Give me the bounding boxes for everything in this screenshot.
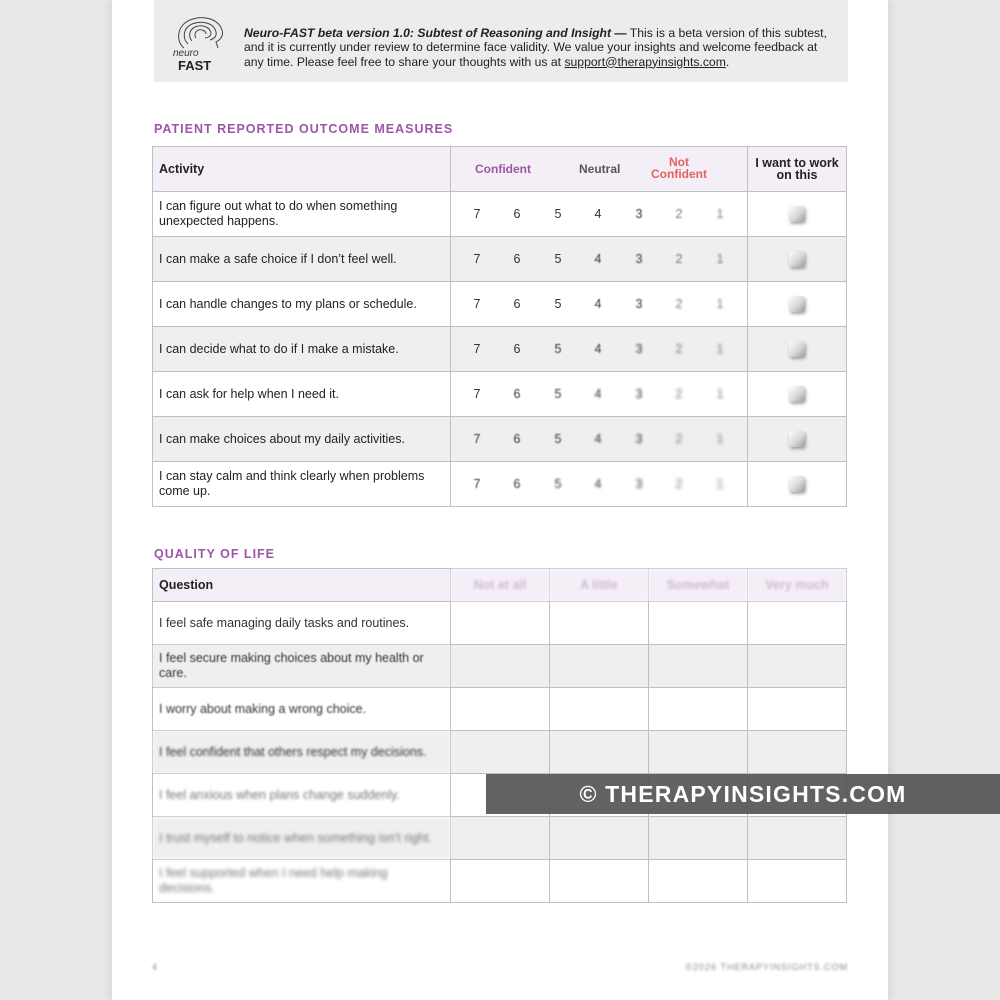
rating-option[interactable]: 2 (675, 432, 683, 446)
rating-scale-header (451, 147, 748, 192)
qol-answer-cell[interactable] (550, 645, 649, 688)
page-number: 4 (152, 962, 158, 972)
activity-statement: I can figure out what to do when something unexpected happens. (153, 192, 451, 237)
rating-option[interactable]: 1 (716, 432, 724, 446)
prom-section-title: PATIENT REPORTED OUTCOME MEASURES (154, 122, 454, 136)
qol-question: I feel safe managing daily tasks and routines. (153, 602, 451, 645)
rating-option[interactable]: 5 (554, 252, 562, 266)
want-to-work-checkbox[interactable] (789, 296, 805, 312)
rating-option[interactable]: 2 (675, 477, 683, 491)
qol-section-title: QUALITY OF LIFE (154, 547, 276, 561)
rating-option[interactable]: 6 (513, 342, 521, 356)
qol-question: I trust myself to notice when something isn’t right. (153, 817, 451, 860)
beta-notice-lead: Neuro-FAST beta version 1.0: Subtest of Reasoning and Insight — (244, 26, 627, 40)
rating-option[interactable]: 5 (554, 207, 562, 221)
qol-answer-cell[interactable] (649, 731, 748, 774)
qol-answer-cell[interactable] (748, 860, 847, 903)
footer-copyright: ©2026 THERAPYINSIGHTS.COM (685, 962, 848, 972)
confident-header: Confident (475, 162, 531, 176)
rating-option[interactable]: 5 (554, 297, 562, 311)
rating-scale (451, 282, 748, 327)
want-to-work-header: I want to work on this (748, 147, 847, 192)
qol-row (153, 688, 847, 731)
document-page (112, 0, 888, 1000)
rating-option[interactable]: 6 (513, 297, 521, 311)
activity-statement: I can make a safe choice if I don’t feel well. (153, 237, 451, 282)
rating-option[interactable]: 1 (716, 342, 724, 356)
not-at-all-header: Not at all (451, 569, 550, 602)
want-to-work-checkbox[interactable] (789, 341, 805, 357)
rating-option[interactable]: 4 (594, 477, 602, 491)
want-to-work-cell (748, 192, 847, 237)
rating-option[interactable]: 6 (513, 387, 521, 401)
want-to-work-cell (748, 417, 847, 462)
rating-option[interactable]: 1 (716, 207, 724, 221)
qol-table (152, 568, 847, 903)
watermark-banner: © THERAPYINSIGHTS.COM (486, 774, 1000, 814)
prom-row (153, 462, 847, 507)
very-much-header: Very much (748, 569, 847, 602)
qol-header-row (153, 569, 847, 602)
qol-answer-cell[interactable] (451, 817, 550, 860)
rating-option[interactable]: 4 (594, 387, 602, 401)
rating-scale (451, 192, 748, 237)
rating-option[interactable]: 3 (635, 207, 643, 221)
rating-option[interactable]: 3 (635, 387, 643, 401)
qol-question: I feel secure making choices about my health or care. (153, 645, 451, 688)
qol-row (153, 731, 847, 774)
want-to-work-checkbox[interactable] (789, 386, 805, 402)
neutral-header: Neutral (579, 162, 621, 176)
rating-option[interactable]: 4 (594, 342, 602, 356)
qol-answer-cell[interactable] (451, 645, 550, 688)
qol-question: I feel anxious when plans change suddenly. (153, 774, 451, 817)
want-to-work-cell (748, 372, 847, 417)
rating-option[interactable]: 2 (675, 252, 683, 266)
qol-question: I feel supported when I need help making decisions. (153, 860, 451, 903)
prom-row (153, 417, 847, 462)
qol-answer-cell[interactable] (550, 731, 649, 774)
qol-answer-cell[interactable] (748, 731, 847, 774)
rating-option[interactable]: 3 (635, 252, 643, 266)
qol-answer-cell[interactable] (649, 602, 748, 645)
rating-option[interactable]: 3 (635, 477, 643, 491)
qol-question: I worry about making a wrong choice. (153, 688, 451, 731)
question-header: Question (153, 569, 451, 602)
rating-option[interactable]: 6 (513, 477, 521, 491)
qol-answer-cell[interactable] (649, 817, 748, 860)
qol-answer-cell[interactable] (748, 688, 847, 731)
rating-scale (451, 417, 748, 462)
activity-statement: I can stay calm and think clearly when problems come up. (153, 462, 451, 507)
want-to-work-cell (748, 282, 847, 327)
activity-statement: I can make choices about my daily activities. (153, 417, 451, 462)
rating-option[interactable]: 5 (554, 387, 562, 401)
activity-statement: I can handle changes to my plans or schedule. (153, 282, 451, 327)
rating-option[interactable]: 4 (594, 252, 602, 266)
rating-option[interactable]: 7 (473, 342, 481, 356)
rating-option[interactable]: 7 (473, 252, 481, 266)
qol-answer-cell[interactable] (451, 688, 550, 731)
prom-row (153, 282, 847, 327)
rating-option[interactable]: 5 (554, 432, 562, 446)
rating-option[interactable]: 7 (473, 432, 481, 446)
want-to-work-cell (748, 237, 847, 282)
beta-notice-text (244, 26, 834, 69)
prom-row (153, 192, 847, 237)
support-email-link[interactable]: support@therapyinsights.com (564, 54, 726, 69)
rating-option[interactable]: 7 (473, 477, 481, 491)
prom-row (153, 237, 847, 282)
qol-question: I feel confident that others respect my decisions. (153, 731, 451, 774)
prom-row (153, 327, 847, 372)
qol-answer-cell[interactable] (550, 860, 649, 903)
prom-header-row (153, 147, 847, 192)
somewhat-header: Somewhat (649, 569, 748, 602)
want-to-work-cell (748, 462, 847, 507)
qol-answer-cell[interactable] (451, 602, 550, 645)
rating-scale (451, 462, 748, 507)
rating-option[interactable]: 7 (473, 207, 481, 221)
rating-option[interactable]: 2 (675, 207, 683, 221)
qol-answer-cell[interactable] (748, 645, 847, 688)
rating-scale (451, 372, 748, 417)
qol-answer-cell[interactable] (649, 860, 748, 903)
qol-answer-cell[interactable] (550, 817, 649, 860)
rating-option[interactable]: 3 (635, 342, 643, 356)
qol-answer-cell[interactable] (451, 731, 550, 774)
qol-row (153, 860, 847, 903)
prom-table (152, 146, 847, 507)
rating-option[interactable]: 4 (594, 207, 602, 221)
rating-option[interactable]: 6 (513, 252, 521, 266)
rating-option[interactable]: 6 (513, 432, 521, 446)
rating-option[interactable]: 7 (473, 387, 481, 401)
beta-notice-end: . (725, 54, 730, 69)
rating-option[interactable]: 4 (594, 432, 602, 446)
want-to-work-cell (748, 327, 847, 372)
rating-option[interactable]: 1 (716, 252, 724, 266)
qol-row (153, 602, 847, 645)
rating-option[interactable]: 7 (473, 297, 481, 311)
rating-option[interactable]: 5 (554, 342, 562, 356)
qol-answer-cell[interactable] (451, 860, 550, 903)
want-to-work-checkbox[interactable] (789, 431, 805, 447)
want-to-work-checkbox[interactable] (789, 476, 805, 492)
rating-option[interactable]: 2 (675, 342, 683, 356)
qol-answer-cell[interactable] (748, 817, 847, 860)
want-to-work-checkbox[interactable] (789, 206, 805, 222)
qol-answer-cell[interactable] (649, 645, 748, 688)
activity-header: Activity (153, 147, 451, 192)
rating-option[interactable]: 4 (594, 297, 602, 311)
beta-notice-banner (154, 0, 848, 82)
logo-text-fast: FAST (178, 58, 212, 73)
activity-statement: I can decide what to do if I make a mistake. (153, 327, 451, 372)
rating-option[interactable]: 3 (635, 432, 643, 446)
want-to-work-checkbox[interactable] (789, 251, 805, 267)
rating-scale (451, 327, 748, 372)
rating-scale (451, 237, 748, 282)
rating-option[interactable]: 2 (675, 387, 683, 401)
qol-answer-cell[interactable] (550, 602, 649, 645)
rating-option[interactable]: 5 (554, 477, 562, 491)
qol-row (153, 645, 847, 688)
rating-option[interactable]: 3 (635, 297, 643, 311)
rating-option[interactable]: 1 (716, 297, 724, 311)
qol-answer-cell[interactable] (748, 602, 847, 645)
rating-option[interactable]: 6 (513, 207, 521, 221)
rating-option[interactable]: 1 (716, 387, 724, 401)
qol-answer-cell[interactable] (649, 688, 748, 731)
not-confident-header: Not Confident (651, 155, 707, 181)
beta-notice-body: This is a beta version of this subtest, and it is currently under review to determine face validity. We value your insights and welcome feedback at any time. Please feel free to share your thoughts with us at (244, 26, 827, 69)
qol-row (153, 817, 847, 860)
qol-answer-cell[interactable] (550, 688, 649, 731)
a-little-header: A little (550, 569, 649, 602)
rating-option[interactable]: 2 (675, 297, 683, 311)
neuro-fast-logo (170, 14, 232, 72)
activity-statement: I can ask for help when I need it. (153, 372, 451, 417)
prom-row (153, 372, 847, 417)
logo-text-neuro: neuro (173, 48, 199, 59)
rating-option[interactable]: 1 (716, 477, 724, 491)
